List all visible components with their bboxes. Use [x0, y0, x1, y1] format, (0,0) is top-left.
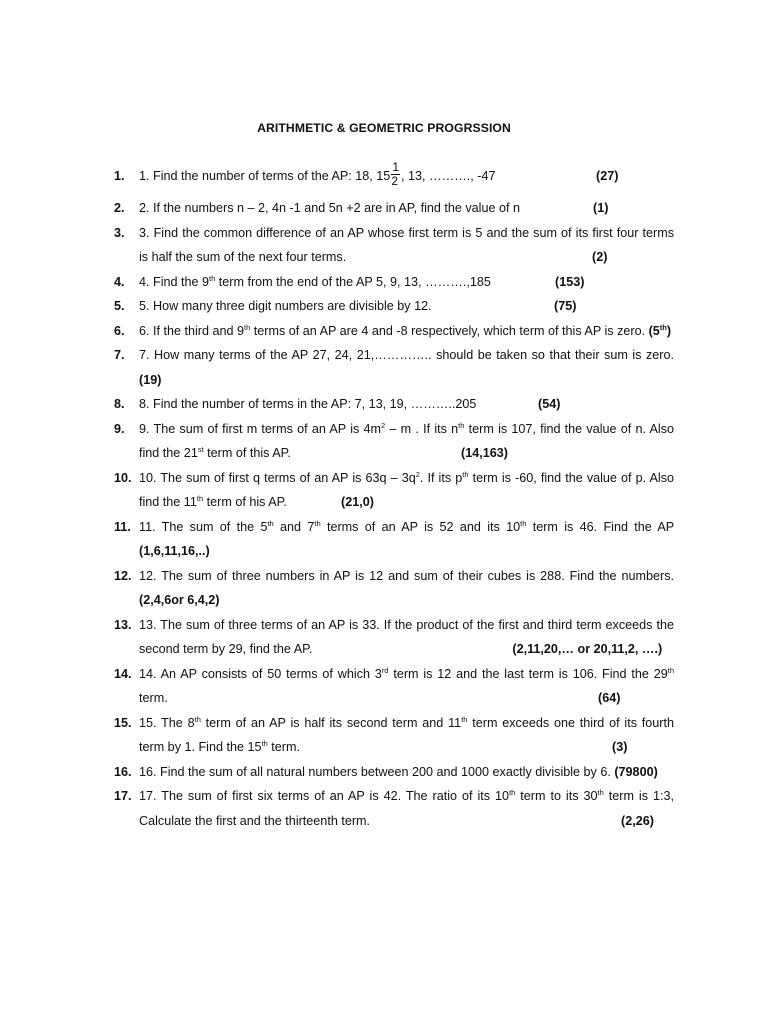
- item-number: 8.: [114, 397, 125, 411]
- answer: (2,4,6or 6,4,2): [139, 593, 220, 607]
- question-list: [0, 160, 768, 833]
- answer: (2,26): [621, 813, 654, 828]
- item-number: 6.: [114, 323, 125, 338]
- item-number: 10.: [114, 470, 132, 485]
- list-item: [0, 343, 768, 392]
- item-number: 9.: [114, 421, 125, 436]
- question-text: 6. If the third and 9th terms of an AP are 4 and -8 respectively, which term of this AP is zero. (5th): [139, 322, 672, 338]
- item-number: 17.: [114, 789, 132, 803]
- answer: (75): [554, 299, 577, 313]
- list-item: [0, 319, 768, 344]
- answer: (2): [592, 250, 608, 264]
- item-number: 14.: [114, 666, 132, 681]
- question-text: 14. An AP consists of 50 terms of which 3rd term is 12 and the last term is 106. Find the 29th term. (64): [139, 662, 674, 711]
- item-number: 1.: [114, 169, 125, 183]
- item-number: 3.: [114, 225, 125, 240]
- answer: (64): [598, 691, 621, 705]
- answer: (21,0): [341, 495, 374, 509]
- page-title: ARITHMETIC & GEOMETRIC PROGRSSION: [257, 121, 511, 135]
- list-item: [0, 784, 768, 833]
- answer: (3): [612, 740, 628, 754]
- answer: (2,11,20,… or 20,11,2, ….): [512, 642, 663, 656]
- answer: (27): [596, 169, 619, 183]
- list-item: [0, 613, 768, 662]
- item-number: 7.: [114, 348, 125, 362]
- question-text: 3. Find the common difference of an AP whose first term is 5 and the sum of its first four terms is half the sum of the next four terms. (2): [139, 221, 674, 270]
- answer: (153): [555, 274, 585, 289]
- list-item: [0, 160, 768, 189]
- answer: (19): [139, 372, 162, 387]
- question-text: 7. How many terms of the AP 27, 24, 21,………….. should be taken so that their sum is zero. (19): [139, 348, 674, 387]
- answer: (79800): [614, 764, 658, 779]
- list-item: [0, 417, 768, 466]
- question-text: 2. If the numbers n – 2, 4n -1 and 5n +2 are in AP, find the value of n (1): [139, 196, 674, 221]
- answer: (5th): [648, 322, 672, 338]
- question-text: 11. The sum of the 5th and 7th terms of an AP is 52 and its 10th term is 46. Find the AP (1,6,11,16,..): [139, 518, 674, 558]
- list-item: [0, 760, 768, 785]
- list-item: [0, 196, 768, 221]
- question-text: 16. Find the sum of all natural numbers between 200 and 1000 exactly divisible by 6. (79800): [139, 764, 658, 779]
- question-text: 12. The sum of three numbers in AP is 12 and sum of their cubes is 288. Find the numbers. (2,4,6or 6,4,2): [139, 568, 674, 607]
- question-text: 9. The sum of first m terms of an AP is $4m^2$ – m . If its $n^{th}$ term is 107, find the value of n. Also find the 21st term of this AP. (14,163): [139, 417, 674, 466]
- answer: (54): [538, 397, 561, 411]
- item-number: 12.: [114, 568, 132, 583]
- list-item: [0, 662, 768, 711]
- item-number: 13.: [114, 617, 132, 632]
- item-number: 5.: [114, 299, 125, 313]
- list-item: [0, 564, 768, 613]
- question-text: 17. The sum of first six terms of an AP is 42. The ratio of its 10th term to its 30th term is 1:3, Calculate the first and the thirteenth term. (2,26): [139, 784, 674, 833]
- item-number: 2.: [114, 201, 125, 215]
- answer: (1,6,11,16,..): [139, 544, 210, 558]
- question-text: 15. The 8th term of an AP is half its second term and 11th term exceeds one third of its fourth term by 1. Find the 15th term. (3): [139, 711, 674, 760]
- fraction: $\frac{1}{2}$: [391, 160, 400, 189]
- list-item: [0, 294, 768, 319]
- item-number: 4.: [114, 274, 125, 289]
- list-item: [0, 392, 768, 417]
- item-number: 15.: [114, 715, 132, 730]
- list-item: [0, 711, 768, 760]
- item-number: 16.: [114, 764, 132, 779]
- question-text: 10. The sum of first q terms of an AP is $63q - 3q^2$. If its $p^{th}$ term is -60, find the value of p. Also find the 11th term of his AP. (21,0): [139, 466, 674, 515]
- question-text: 1. Find the number of terms of the AP: 18, 15 $\frac{1}{2}$ , 13, ………., -47 (27): [139, 160, 619, 189]
- list-item: [0, 270, 768, 295]
- list-item: [0, 466, 768, 515]
- question-text: 4. Find the 9th term from the end of the AP 5, 9, 13, ……….,185 (153): [139, 270, 674, 295]
- list-item: [0, 515, 768, 564]
- question-text: 8. Find the number of terms in the AP: 7, 13, 19, ………..205 (54): [139, 392, 674, 417]
- question-text: 13. The sum of three terms of an AP is 33. If the product of the first and third term exceeds the second term by 29, find the AP. (2,11,20,… or 20,11,2, ….): [139, 617, 674, 656]
- answer: (14,163): [461, 446, 508, 460]
- list-item: [0, 221, 768, 270]
- answer: (1): [593, 201, 609, 215]
- question-text: 5. How many three digit numbers are divisible by 12. (75): [139, 294, 674, 319]
- item-number: 11.: [114, 519, 131, 534]
